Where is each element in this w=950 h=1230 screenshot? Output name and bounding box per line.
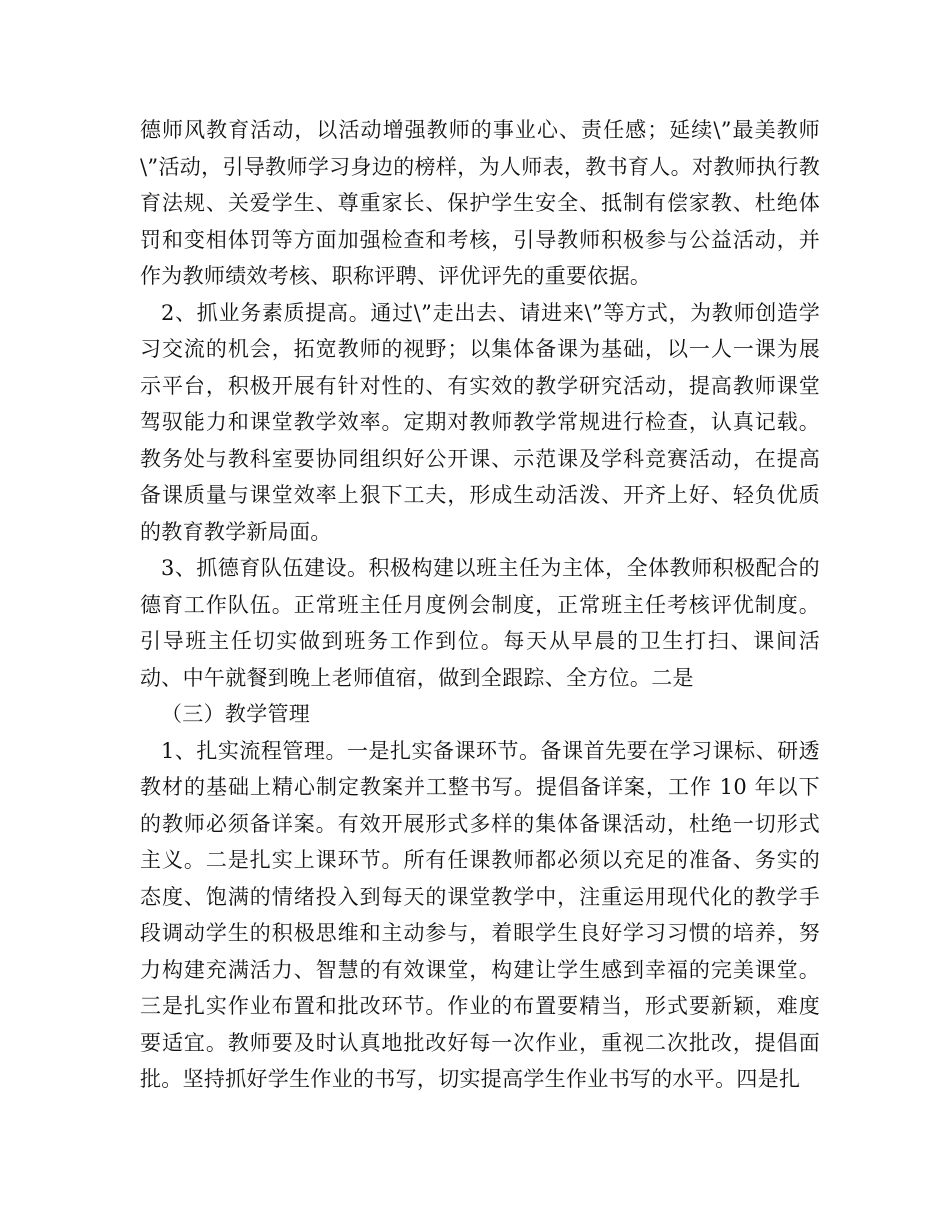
section-heading-teaching-management: （三）教学管理 xyxy=(161,702,311,726)
paragraph-professional-quality: 2、抓业务素质提高。通过\”走出去、请进来\”等方式，为教师创造学习交流的机会，拓宽教师的视野；以集体备课为基础，以一人一课为展示平台，积极开展有针对性的、有实效的教学研究活动，提高教师课堂驾驭能力和课堂教学效率。定期对教师教学常规进行检查，认真记载。教务处与教科室要协同组织好公开课、示范课及学科竞赛活动，在提高备课质量与课堂效率上狠下工夫，形成生动活泼、开齐上好、轻负优质的教育教学新局面。 xyxy=(140,300,820,544)
paragraph-moral-education-team: 3、抓德育队伍建设。积极构建以班主任为主体，全体教师积极配合的德育工作队伍。正常班主任月度例会制度，正常班主任考核评优制度。引导班主任切实做到班务工作到位。每天从早晨的卫生打扫、课间活动、中午就餐到晚上老师值宿，做到全跟踪、全方位。二是 xyxy=(140,556,820,690)
paragraph-process-management: 1、扎实流程管理。一是扎实备课环节。备课首先要在学习课标、研透教材的基础上精心制定教案并工整书写。提倡备详案，工作 10 年以下的教师必须备详案。有效开展形式多样的集体备课活动，杜绝一切形式主义。二是扎实上课环节。所有任课教师都必须以充足的准备、务实的态度、饱满的情绪投入到每天的课堂教学中，注重运用现代化的教学手段调动学生的积极思维和主动参与，着眼学生良好学习习惯的培养，努力构建充满活力、智慧的有效课堂，构建让学生感到幸福的完美课堂。三是扎实作业布置和批改环节。作业的布置要精当，形式要新颖，难度要适宜。教师要及时认真地批改好每一次作业，重视二次批改，提倡面批。坚持抓好学生作业的书写，切实提高学生作业书写的水平。四是扎 xyxy=(140,738,820,1091)
document-body xyxy=(140,112,820,1098)
paragraph-teacher-ethics: 德师风教育活动，以活动增强教师的事业心、责任感；延续\”最美教师\”活动，引导教师学习身边的榜样，为人师表，教书育人。对教师执行教育法规、关爱学生、尊重家长、保护学生安全、抵制有偿家教、杜绝体罚和变相体罚等方面加强检查和考核，引导教师积极参与公益活动，并作为教师绩效考核、职称评聘、评优评先的重要依据。 xyxy=(140,118,820,288)
